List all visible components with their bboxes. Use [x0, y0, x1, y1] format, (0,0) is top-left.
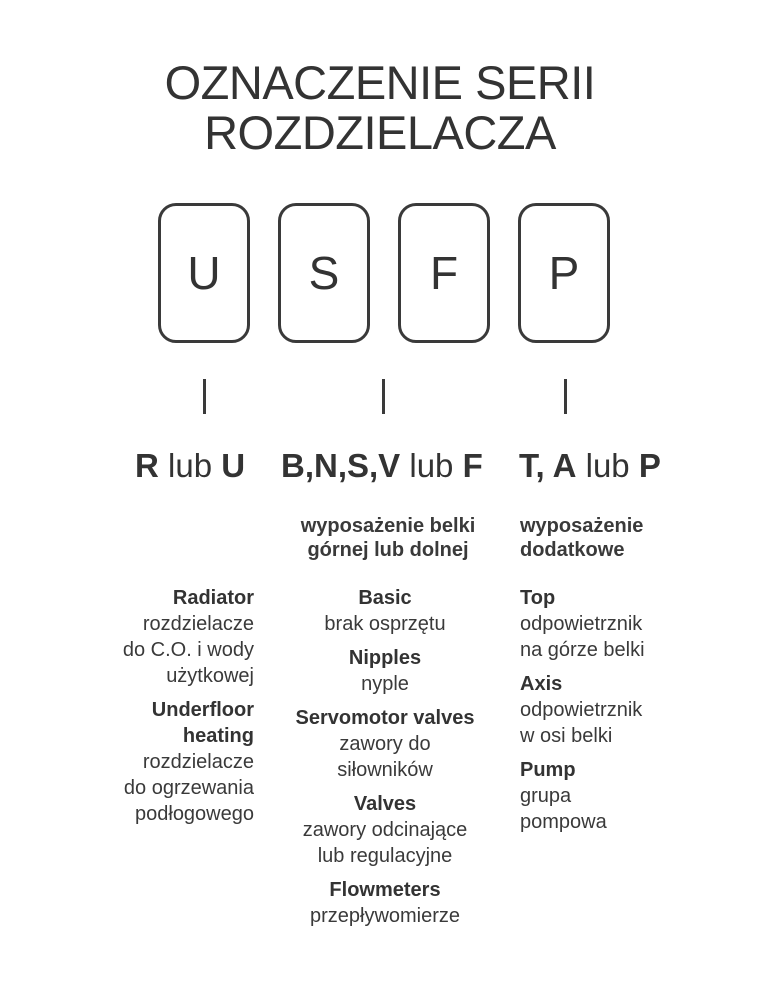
code-mid-sep: lub	[400, 447, 463, 484]
letter-box-p: P	[518, 203, 610, 343]
item-desc: przepływomierze	[309, 905, 461, 927]
list-item-valves	[270, 791, 500, 869]
item-desc: do C.O. i wody	[122, 639, 254, 661]
item-desc: użytkowej	[166, 665, 254, 687]
code-mid-a: B,N,S,V	[281, 447, 401, 484]
item-desc: rozdzielacze	[142, 751, 254, 773]
column-left	[60, 585, 254, 835]
item-desc: w osi belki	[520, 725, 613, 747]
code-mid	[281, 446, 483, 486]
code-left-b: U	[221, 447, 246, 484]
connector-tick-right	[564, 379, 567, 414]
list-item-axis	[520, 671, 720, 749]
code-right-b: P	[638, 447, 661, 484]
item-desc: brak osprzętu	[324, 613, 446, 635]
item-desc: siłowników	[337, 759, 433, 781]
heading-right	[520, 514, 720, 562]
code-right-a: T, A	[519, 447, 577, 484]
item-name: Underfloor	[151, 699, 254, 721]
code-right	[519, 446, 661, 486]
item-name: Basic	[358, 587, 412, 609]
item-name: Axis	[520, 673, 563, 695]
item-desc: zawory odcinające	[302, 819, 468, 841]
item-desc: grupa	[520, 785, 572, 807]
item-desc: odpowietrznik	[520, 699, 643, 721]
item-desc: nyple	[361, 673, 409, 695]
code-left-sep: lub	[158, 447, 222, 484]
item-name: heating	[182, 725, 254, 747]
item-name: Servomotor valves	[295, 707, 475, 729]
letter-box-s: S	[278, 203, 370, 343]
title-line-2: ROZDZIELACZA	[204, 106, 556, 159]
list-item-pump	[520, 757, 720, 835]
item-desc: na górze belki	[520, 639, 645, 661]
item-desc: pompowa	[520, 811, 607, 833]
item-name: Nipples	[348, 647, 422, 669]
list-item-nipples	[270, 645, 500, 697]
code-right-sep: lub	[576, 447, 639, 484]
heading-right-line-2: dodatkowe	[520, 539, 625, 561]
list-item-radiator	[60, 585, 254, 689]
item-desc: podłogowego	[135, 803, 254, 825]
title-line-1: OZNACZENIE SERII	[164, 56, 596, 109]
item-name: Flowmeters	[329, 879, 441, 901]
item-desc: lub regulacyjne	[317, 845, 453, 867]
list-item-servomotor-valves	[270, 705, 500, 783]
connector-tick-mid	[382, 379, 385, 414]
item-name: Valves	[353, 793, 417, 815]
item-desc: odpowietrznik	[520, 613, 643, 635]
list-item-flowmeters	[270, 877, 500, 929]
heading-right-line-1: wyposażenie	[520, 515, 644, 537]
connector-tick-left	[203, 379, 206, 414]
list-item-top	[520, 585, 720, 663]
item-name: Pump	[520, 759, 576, 781]
item-desc: zawory do	[339, 733, 431, 755]
heading-mid-line-2: górnej lub dolnej	[307, 539, 469, 561]
column-mid	[270, 585, 500, 937]
code-left-a: R	[135, 447, 159, 484]
item-name: Top	[520, 587, 556, 609]
column-right	[520, 585, 720, 843]
list-item-underfloor-heating	[60, 697, 254, 827]
code-left	[135, 446, 245, 486]
letter-box-f: F	[398, 203, 490, 343]
item-name: Radiator	[172, 587, 254, 609]
item-desc: rozdzielacze	[142, 613, 254, 635]
page-title	[0, 58, 760, 158]
code-mid-b: F	[462, 447, 483, 484]
item-desc: do ogrzewania	[123, 777, 254, 799]
list-item-basic	[270, 585, 500, 637]
letter-box-u: U	[158, 203, 250, 343]
heading-mid	[278, 514, 498, 562]
heading-mid-line-1: wyposażenie belki	[300, 515, 476, 537]
